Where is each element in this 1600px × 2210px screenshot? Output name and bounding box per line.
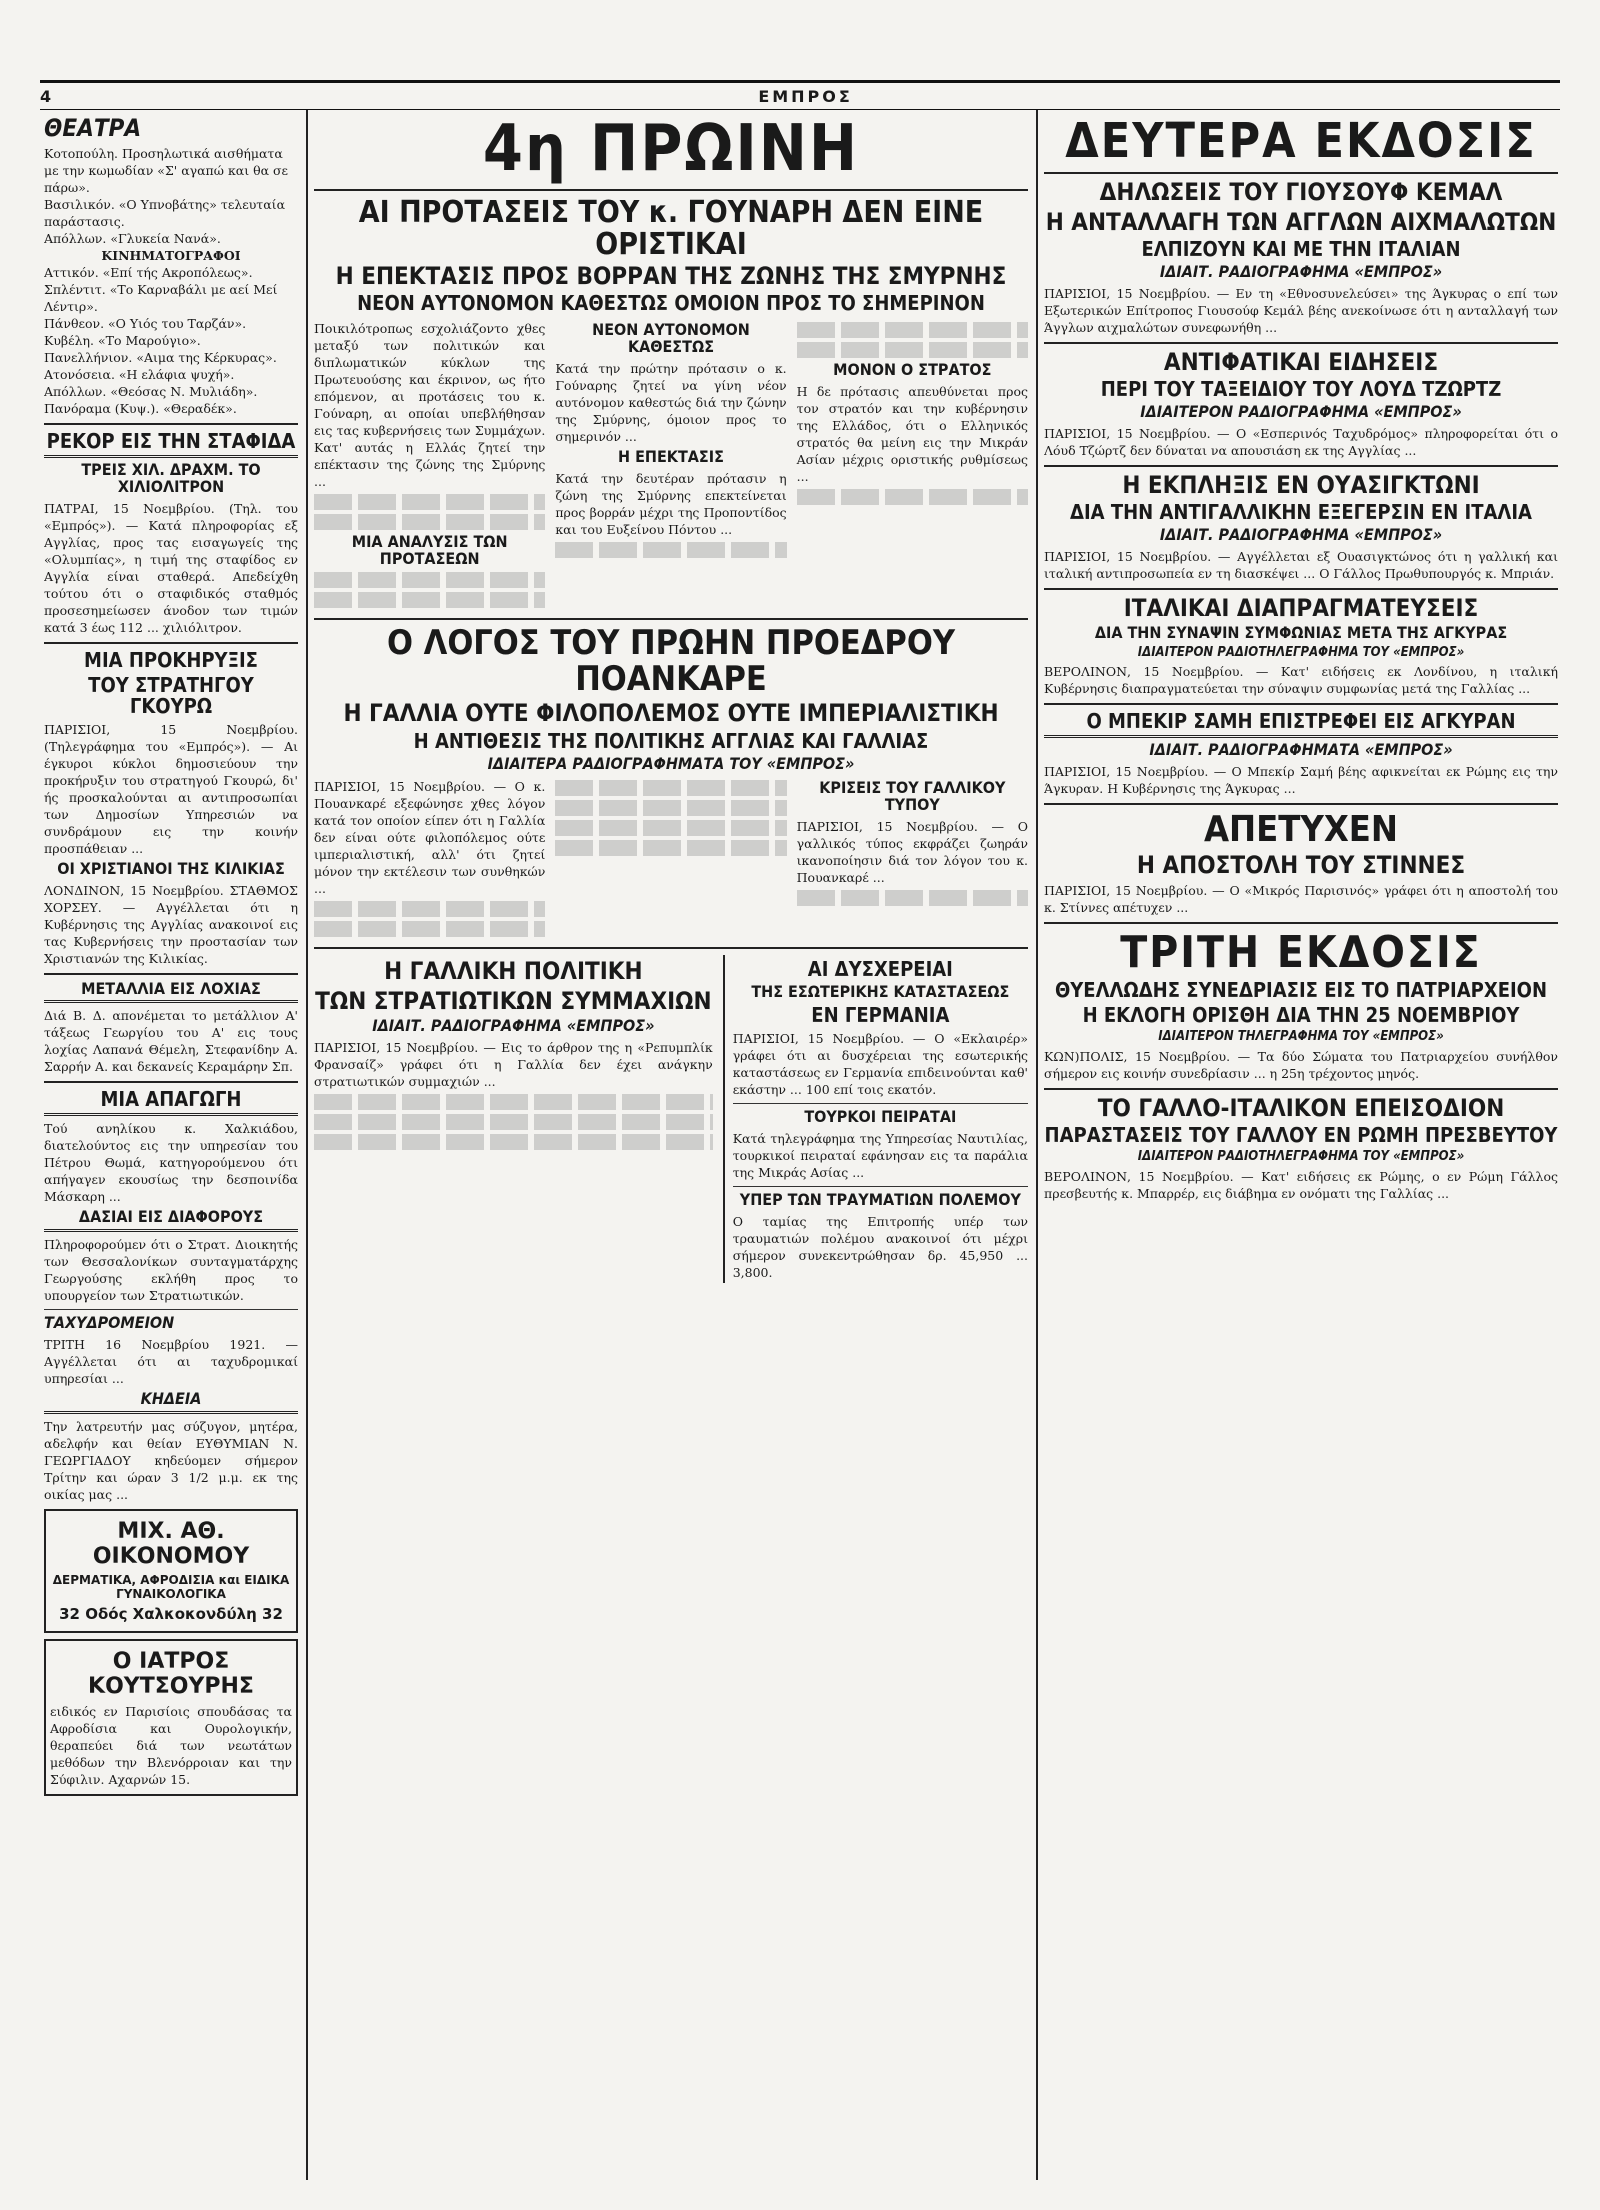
subheadline: Η ΓΑΛΛΙΑ ΟΥΤΕ ΦΙΛΟΠΟΛΕΜΟΣ ΟΥΤΕ ΙΜΠΕΡΙΑΛΙΣΤΙΚΗ xyxy=(343,699,999,728)
headline: Η ΕΚΠΛΗΞΙΣ ΕΝ ΟΥΑΣΙΓΚΤΩΝΙ xyxy=(1122,470,1480,499)
text-lines xyxy=(555,820,786,836)
text-lines xyxy=(314,494,545,510)
article-text: ΠΑΡΙΣΙΟΙ, 15 Νοεμβρίου. — Εις το άρθρον της η «Ρεπυμπλίκ Φρανσαίζ» γράφει ότι η Γαλλία δεν έχει ανάγκην στρατιωτικών συμμαχιών ... xyxy=(314,1039,713,1089)
headline: Ο ΛΟΓΟΣ ΤΟΥ ΠΡΩΗΝ ΠΡΟΕΔΡΟΥ ΠΟΑΝΚΑΡΕ xyxy=(387,622,955,699)
article-text: ΠΑΡΙΣΙΟΙ, 15 Νοεμβρίου. — Εν τη «Εθνοσυνελεύσει» της Άγκυρας ο επί των Εξωτερικών Επίτροπος Γιουσούφ Κεμάλ βέης ανεκοίνωσε ότι η ανταλλαγή των Άγγλων αιχμαλώτων συνεφωνήθη ... xyxy=(1044,285,1558,335)
theatres-title: ΘΕΑΤΡΑ xyxy=(44,114,142,142)
subheadline: ΠΕΡΙ ΤΟΥ ΤΑΞΕΙΔΙΟΥ ΤΟΥ ΛΟΥΔ ΤΖΩΡΤΖ xyxy=(1100,376,1502,401)
section-title: ΔΕΥΤΕΡΑ ΕΚΔΟΣΙΣ xyxy=(1065,113,1537,169)
divider xyxy=(1044,922,1558,924)
page-number: 4 xyxy=(40,86,52,106)
lead-subheadline: ΝΕΟΝ ΑΥΤΟΝΟΜΟΝ ΚΑΘΕΣΤΩΣ ΟΜΟΙΟΝ ΠΡΟΣ ΤΟ ΣΗΜΕΡΙΝΟΝ xyxy=(357,291,985,316)
article-text: ΠΑΡΙΣΙΟΙ, 15 Νοεμβρίου. — Ο «Εσπερινός Ταχυδρόμος» πληροφορείται ότι ο Λόυδ Τζώρτζ δεν δύναται να απουσιάση εκ της Αγγλίας ... xyxy=(1044,425,1558,458)
ad-title: ΜΙΧ. ΑΘ. ΟΙΚΟΝΟΜΟΥ xyxy=(92,1518,250,1569)
article-text: Ο ταμίας της Επιτροπής υπέρ των τραυματιών πολέμου ανακοινοί ότι μέχρι σήμερον συνεκεντρώθησαν δρ. 45,950 ... 3,800. xyxy=(732,1213,1028,1280)
subheadline: ΤΗΣ ΕΣΩΤΕΡΙΚΗΣ ΚΑΤΑΣΤΑΣΕΩΣ xyxy=(751,982,1010,1002)
divider xyxy=(733,1103,1028,1104)
source-line: ΙΔΙΑΙΤ. ΡΑΔΙΟΓΡΑΦΗΜΑΤΑ «ΕΜΠΡΟΣ» xyxy=(1149,740,1453,760)
headline: ΔΑΣΙΑΙ ΕΙΣ ΔΙΑΦΟΡΟΥΣ xyxy=(44,1209,298,1232)
headline: ΙΤΑΛΙΚΑΙ ΔΙΑΠΡΑΓΜΑΤΕΥΣΕΙΣ xyxy=(1123,593,1479,622)
source-line: ΙΔΙΑΙΤΕΡΟΝ ΡΑΔΙΟΓΡΑΦΗΜΑ «ΕΜΠΡΟΣ» xyxy=(1140,401,1462,421)
headline: ΟΙ ΧΡΙΣΤΙΑΝΟΙ ΤΗΣ ΚΙΛΙΚΙΑΣ xyxy=(57,858,285,878)
divider xyxy=(44,423,298,425)
divider xyxy=(44,1081,298,1083)
source-line: ΙΔΙΑΙΤ. ΡΑΔΙΟΓΡΑΦΗΜΑ «ΕΜΠΡΟΣ» xyxy=(1159,261,1443,281)
text-lines xyxy=(797,489,1028,505)
left-column xyxy=(44,112,298,1802)
headline: ΤΟΥΡΚΟΙ ΠΕΙΡΑΤΑΙ xyxy=(804,1107,957,1127)
theatres-list xyxy=(44,145,298,417)
article-subhead: ΜΙΑ ΑΝΑΛΥΣΙΣ ΤΩΝ ΠΡΟΤΑΣΕΩΝ xyxy=(351,532,508,569)
article-text: Διά Β. Δ. απονέμεται το μετάλλιον Α' τάξεως Γεωργίου του Α' εις τους λοχίας Λαπανά Θέμελη, Στεφανίδην Α. Σαρρήν Α. και δεκανείς Κεραμάρην Σπ. xyxy=(44,1008,298,1075)
text-lines xyxy=(555,780,786,796)
article-text: ΠΑΡΙΣΙΟΙ, 15 Νοεμβρίου. — Ο κ. Πουανκαρέ εξεφώνησε χθες λόγον κατά τον οποίον είπεν ότι η Γαλλία δεν είναι ούτε φιλοπόλεμος ούτε ιμπεριαλιστική, αλλ' ότι ζητεί μόνον την εκτέλεσιν των συνθηκών ... xyxy=(314,779,546,897)
lead-subheadline: Η ΕΠΕΚΤΑΣΙΣ ΠΡΟΣ ΒΟΡΡΑΝ ΤΗΣ ΖΩΝΗΣ ΤΗΣ ΣΜΥΡΝΗΣ xyxy=(335,262,1007,291)
article-text: Κατά τηλεγράφημα της Υπηρεσίας Ναυτιλίας, τουρκικοί πειραταί εφάνησαν εις τα παράλια της Μικράς Ασίας ... xyxy=(732,1130,1028,1180)
list-item: Πανελλήνιον. «Αιμα της Κέρκυρας». xyxy=(44,350,277,366)
article-text: ΒΕΡΟΛΙΝΟΝ, 15 Νοεμβρίου. — Κατ' ειδήσεις εκ Ρώμης, ο εν Ρώμη Γάλλος πρεσβευτής κ. Μπαρρέρ, εις διάβημα εν ονόματι της Γαλλίας ... xyxy=(1044,1168,1558,1201)
headline: ΡΕΚΟΡ ΕΙΣ ΤΗΝ ΣΤΑΦΙΔΑ xyxy=(44,431,298,458)
text-lines xyxy=(314,1094,713,1110)
source-line: ΙΔΙΑΙΤ. ΡΑΔΙΟΓΡΑΦΗΜΑ «ΕΜΠΡΟΣ» xyxy=(1159,524,1443,544)
lead-headline: ΑΙ ΠΡΟΤΑΣΕΙΣ ΤΟΥ κ. ΓΟΥΝΑΡΗ ΔΕΝ ΕΙΝΕ ΟΡΙΣΤΙΚΑΙ xyxy=(358,195,984,262)
right-column xyxy=(1044,112,1558,1204)
source-line: ΙΔΙΑΙΤΕΡΟΝ ΤΗΛΕΓΡΑΦΗΜΑ ΤΟΥ «ΕΜΠΡΟΣ» xyxy=(1158,1029,1444,1045)
text-lines xyxy=(797,322,1028,338)
divider xyxy=(44,1309,298,1310)
subheadline: Η ΑΝΤΙΘΕΣΙΣ ΤΗΣ ΠΟΛΙΤΙΚΗΣ ΑΓΓΛΙΑΣ ΚΑΙ ΓΑΛΛΙΑΣ xyxy=(413,728,929,753)
subheadline: ΔΙΑ ΤΗΝ ΣΥΝΑΨΙΝ ΣΥΜΦΩΝΙΑΣ ΜΕΤΑ ΤΗΣ ΑΓΚΥΡΑΣ xyxy=(1094,622,1508,642)
text-lines xyxy=(314,514,545,530)
divider xyxy=(314,618,1028,620)
text-lines xyxy=(314,1134,713,1150)
article-text: ΛΟΝΔΙΝΟΝ, 15 Νοεμβρίου. ΣΤΑΘΜΟΣ ΧΟΡΣΕΥ. — Αγγέλλεται ότι η Κυβέρνησις της Αγγλίας ανακοινοί εις τας Κυβερνήσεις την προστασίαν των Χριστιανών της Κιλικίας. xyxy=(44,882,298,966)
subheadline: Η ΕΚΛΟΓΗ ΟΡΙΣΘΗ ΔΙΑ ΤΗΝ 25 ΝΟΕΜΒΡΙΟΥ xyxy=(1082,1003,1520,1028)
article-text: Πληροφορούμεν ότι ο Στρατ. Διοικητής των Θεσσαλονίκων συνταγματάρχης Γεωργούσης εκλήθη προς το υπουργείον των Στρατιωτικών. xyxy=(44,1237,298,1304)
divider xyxy=(1044,588,1558,590)
headline: ΑΙ ΔΥΣΧΕΡΕΙΑΙ xyxy=(807,957,953,982)
source-line: ΙΔΙΑΙΤ. ΡΑΔΙΟΓΡΑΦΗΜΑ «ΕΜΠΡΟΣ» xyxy=(372,1015,655,1035)
list-item: Αττικόν. «Επί τής Ακροπόλεως». xyxy=(44,265,253,281)
text-lines xyxy=(314,901,545,917)
article-text: Ποικιλότροπως εσχολιάζοντο χθες μεταξύ των πολιτικών και διπλωματικών κύκλων της Πρωτευούσης και έκρινον, ως ήτο επόμενον, αι προτάσεις του κ. Γούναρη, αι οποίαι υπεβλήθησαν εις τας κυβερνήσεις των Συμμάχων. Κατ' αυτάς η Ελλάς ζητεί την επέκτασιν της ζώνης της Σμύρνης ... xyxy=(314,321,546,490)
text-lines xyxy=(555,542,786,558)
subheadline: ΕΛΠΙΖΟΥΝ ΚΑΙ ΜΕ ΤΗΝ ΙΤΑΛΙΑΝ xyxy=(1141,236,1461,261)
text-lines xyxy=(314,921,545,937)
text-lines xyxy=(314,1114,713,1130)
article-subhead: ΜΟΝΟΝ Ο ΣΤΡΑΤΟΣ xyxy=(833,360,992,380)
divider xyxy=(1044,342,1558,344)
article-subhead: ΝΕΟΝ ΑΥΤΟΝΟΜΟΝ ΚΑΘΕΣΤΩΣ xyxy=(592,320,750,357)
masthead xyxy=(40,80,1560,110)
list-item: Ατονόσεια. «Η ελάφια ψυχή». xyxy=(44,367,235,383)
divider xyxy=(314,189,1028,191)
ad-text: ΔΕΡΜΑΤΙΚΑ, ΑΦΡΟΔΙΣΙΑ και ΕΙΔΙΚΑ ΓΥΝΑΙΚΟΛΟΓΙΚΑ xyxy=(52,1572,290,1601)
column-rule xyxy=(1036,110,1038,2180)
subheadline: ΤΡΕΙΣ ΧΙΛ. ΔΡΑΧΜ. ΤΟ ΧΙΛΙΟΛΙΤΡΟΝ xyxy=(81,460,261,496)
headline: ΜΙΑ ΠΡΟΚΗΡΥΞΙΣ xyxy=(84,647,258,672)
source-line: ΙΔΙΑΙΤΕΡΟΝ ΡΑΔΙΟΤΗΛΕΓΡΑΦΗΜΑ ΤΟΥ «ΕΜΠΡΟΣ» xyxy=(1137,644,1465,660)
article-text: Κατά την πρώτην πρότασιν ο κ. Γούναρης ζητεί να γίνη νέον αυτόνομον καθεστώς διά την ζώνην της Σμύρνης, όμοιον προς το σημερινόν ... xyxy=(555,360,787,444)
paper-name: ΕΜΠΡΟΣ xyxy=(758,86,853,106)
divider xyxy=(44,973,298,975)
bottom-articles xyxy=(314,955,1028,1282)
headline: Ο ΜΠΕΚΙΡ ΣΑΜΗ ΕΠΙΣΤΡΕΦΕΙ ΕΙΣ ΑΓΚΥΡΑΝ xyxy=(1044,711,1558,738)
article-text: Η δε πρότασις απευθύνεται προς τον στρατόν και την κυβέρνησιν της Ελλάδος, ότι ο Ελληνικός στρατός θα μείνη εις την Μικράν Ασίαν μέχρις οριστικής ρυθμίσεως ... xyxy=(796,384,1028,485)
subheadline: ΤΩΝ ΣΤΡΑΤΙΩΤΙΚΩΝ ΣΥΜΜΑΧΙΩΝ xyxy=(315,986,712,1015)
list-item: Απόλλων. «Θεόσας Ν. Μυλιάδη». xyxy=(44,384,258,400)
list-item: Πανόραμα (Κυψ.). «Θεραδέκ». xyxy=(44,401,237,417)
list-item: Πάνθεον. «Ο Υιός του Ταρζάν». xyxy=(44,316,247,332)
article-text: ΚΩΝ)ΠΟΛΙΣ, 15 Νοεμβρίου. — Τα δύο Σώματα του Πατριαρχείου συνήλθον σήμερον εις κοινήν συνεδρίασιν ... η 25η τρέχοντος μηνός. xyxy=(1044,1048,1558,1081)
article-text: ΠΑΡΙΣΙΟΙ, 15 Νοεμβρίου. — Ο «Μικρός Παρισινός» γράφει ότι η αποστολή του κ. Στίννες απέτυχεν ... xyxy=(1044,882,1558,915)
list-item: Βασιλικόν. «Ο Υπνοβάτης» τελευταία παράστασις. xyxy=(44,197,286,230)
ad-text: ειδικός εν Παρισίοις σπουδάσας τα Αφροδίσια και Ουρολογικήν, θεραπεύει διά των νεωτάτων μεθόδων την Βλενόρροιαν και την Σύφιλιν. Αχαρνών 15. xyxy=(50,1703,292,1787)
headline: ΤΟ ΓΑΛΛΟ-ΙΤΑΛΙΚΟΝ ΕΠΕΙΣΟΔΙΟΝ xyxy=(1097,1093,1505,1122)
article-text: ΠΑΤΡΑΙ, 15 Νοεμβρίου. (Τηλ. του «Εμπρός»). — Κατά πληροφορίας εξ Αγγλίας, προς τας εισαγωγείς της «Ολυμπίας», η τιμή της σταφίδος εν Αγγλία είναι σταθερά. Απεδείχθη τούτου ότι ο σταφιδικός σταθμός προσεσημείωσεν άνοδον των τιμών κατά 3 έως 112 ... χιλιόλιτρον. xyxy=(44,500,298,635)
article-text: ΠΑΡΙΣΙΟΙ, 15 Νοεμβρίου. — Ο Μπεκίρ Σαμή βέης αφικνείται εκ Ρώμης εις την Άγκυραν. Η Κυβέρνησις της Άγκυρας ... xyxy=(1044,763,1558,796)
list-item: ΚΙΝΗΜΑΤΟΓΡΑΦΟΙ xyxy=(101,248,241,264)
text-lines xyxy=(555,840,786,856)
ad-title: Ο ΙΑΤΡΟΣ ΚΟΥΤΣΟΥΡΗΣ xyxy=(88,1648,254,1699)
advertisement xyxy=(44,1509,298,1633)
headline: ΜΕΤΑΛΛΙΑ ΕΙΣ ΛΟΧΙΑΣ xyxy=(44,981,298,1004)
article-text: ΠΑΡΙΣΙΟΙ, 15 Νοεμβρίου. (Τηλεγράφημα του «Εμπρός»). — Αι έγκυροι κύκλοι δημοσιεύουν την προκήρυξιν του στρατηγού Γκουρώ, δι' ής προσκαλούνται αι αντιπροσωπίαι των Δημοσίων Υπηρεσιών να συνδράμουν εις την κοινήν προσπάθειαν ... xyxy=(44,721,298,856)
section-title: 4η ΠΡΩΙΝΗ xyxy=(482,112,860,186)
article-text: Την λατρευτήν μας σύζυγον, μητέρα, αδελφήν και θείαν ΕΥΘΥΜΙΑΝ Ν. ΓΕΩΡΓΙΑΔΟΥ κηδεύομεν σήμερον Τρίτην και ώραν 3 1/2 μ.μ. εκ της οικίας μας ... xyxy=(44,1418,298,1502)
article-text: ΠΑΡΙΣΙΟΙ, 15 Νοεμβρίου. — Ο «Εκλαιρέρ» γράφει ότι αι δυσχέρειαι της εσωτερικής καταστάσεως εν Γερμανία επιδεινούνται καθ' εκάστην ... 100 επί τοις εκατόν. xyxy=(732,1031,1028,1098)
section-title: ΤΡΙΤΗ ΕΚΔΟΣΙΣ xyxy=(1120,926,1482,978)
source-line: ΙΔΙΑΙΤΕΡΑ ΡΑΔΙΟΓΡΑΦΗΜΑΤΑ ΤΟΥ «ΕΜΠΡΟΣ» xyxy=(487,753,855,773)
divider xyxy=(44,642,298,644)
article xyxy=(314,776,1028,941)
article-text: ΠΑΡΙΣΙΟΙ, 15 Νοεμβρίου. — Ο γαλλικός τύπος εκφράζει ζωηράν ικανοποίησιν διά τον λόγον του κ. Πουανκαρέ ... xyxy=(796,818,1028,885)
divider xyxy=(1044,172,1558,174)
divider xyxy=(1044,465,1558,467)
headline: ΔΗΛΩΣΕΙΣ ΤΟΥ ΓΙΟΥΣΟΥΦ ΚΕΜΑΛ xyxy=(1099,178,1503,207)
subheadline: ΤΟΥ ΣΤΡΑΤΗΓΟΥ ΓΚΟΥΡΩ xyxy=(88,672,254,718)
headline: ΑΝΤΙΦΑΤΙΚΑΙ ΕΙΔΗΣΕΙΣ xyxy=(1163,347,1439,376)
list-item: Σπλέντιτ. «Το Καρναβάλι με αεί Μεί Λέντιρ». xyxy=(44,282,278,315)
article-text: ΤΡΙΤΗ 16 Νοεμβρίου 1921. — Αγγέλλεται ότι αι ταχυδρομικαί υπηρεσίαι ... xyxy=(44,1336,298,1386)
lead-article xyxy=(314,318,1028,612)
headline: ΑΠΕΤΥΧΕΝ xyxy=(1203,808,1399,850)
article-text: ΠΑΡΙΣΙΟΙ, 15 Νοεμβρίου. — Αγγέλλεται εξ Ουασιγκτώνος ότι η γαλλική και ιταλική αντιπροσωπεία εν τη διασκέψει ... Ο Γάλλος Πρωθυπουργός κ. Μπριάν. xyxy=(1044,548,1558,581)
advertisement xyxy=(44,1639,298,1796)
text-lines xyxy=(314,592,545,608)
list-item: Κυβέλη. «Το Μαρούγιο». xyxy=(44,333,201,349)
article-text: Κατά την δευτέραν πρότασιν η ζώνη της Σμύρνης επεκτείνεται προς βορράν μέχρι της Προποντίδος και του Ευξείνου Πόντου ... xyxy=(555,470,787,537)
text-lines xyxy=(555,800,786,816)
article-text: ΒΕΡΟΛΙΝΟΝ, 15 Νοεμβρίου. — Κατ' ειδήσεις εκ Λονδίνου, η ιταλική Κυβέρνησις διαπραγματεύεται την σύναψιν συμφωνίας μετά της Γαλλίας ... xyxy=(1044,664,1558,697)
headline: Η ΓΑΛΛΙΚΗ ΠΟΛΙΤΙΚΗ xyxy=(384,957,643,986)
list-item: Απόλλων. «Γλυκεία Νανά». xyxy=(44,231,221,247)
headline: ΚΗΔΕΙΑ xyxy=(44,1391,298,1414)
subheadline: Η ΑΠΟΣΤΟΛΗ ΤΟΥ ΣΤΙΝΝΕΣ xyxy=(1136,850,1466,879)
article-subhead: Η ΕΠΕΚΤΑΣΙΣ xyxy=(618,446,724,466)
source-line: ΙΔΙΑΙΤΕΡΟΝ ΡΑΔΙΟΤΗΛΕΓΡΑΦΗΜΑ ΤΟΥ «ΕΜΠΡΟΣ» xyxy=(1137,1148,1465,1164)
divider xyxy=(1044,703,1558,705)
column-rule xyxy=(306,110,308,2180)
subheadline: ΔΙΑ ΤΗΝ ΑΝΤΙΓΑΛΛΙΚΗΝ ΕΞΕΓΕΡΣΙΝ ΕΝ ΙΤΑΛΙΑ xyxy=(1070,499,1532,524)
subheadline: ΠΑΡΑΣΤΑΣΕΙΣ ΤΟΥ ΓΑΛΛΟΥ ΕΝ ΡΩΜΗ ΠΡΕΣΒΕΥΤΟΥ xyxy=(1044,1122,1558,1147)
article-text: Τού ανηλίκου κ. Χαλκιάδου, διατελούντος εις την υπηρεσίαν του Πέτρου Θωμά, κατηγορούμενου ότι απήγαγεν εκουσίως την δεσποινίδα Μάσκαρη ... xyxy=(44,1121,298,1205)
headline: ΜΙΑ ΑΠΑΓΩΓΗ xyxy=(44,1089,298,1116)
subheadline: ΕΝ ΓΕΡΜΑΝΙΑ xyxy=(811,1003,950,1028)
ad-address: 32 Οδός Χαλκοκονδύλη 32 xyxy=(59,1604,283,1623)
divider xyxy=(314,947,1028,949)
center-column xyxy=(314,112,1028,1283)
headline: ΤΑΧΥΔΡΟΜΕΙΟΝ xyxy=(44,1313,175,1333)
headline: ΥΠΕΡ ΤΩΝ ΤΡΑΥΜΑΤΙΩΝ ΠΟΛΕΜΟΥ xyxy=(739,1189,1021,1209)
list-item: Κοτοπούλη. Προσηλωτικά αισθήματα με την κωμωδίαν «Σ' αγαπώ και θα σε πάρω». xyxy=(44,146,289,196)
text-lines xyxy=(314,572,545,588)
text-lines xyxy=(797,342,1028,358)
divider xyxy=(733,1186,1028,1187)
subheadline: Η ΑΝΤΑΛΛΑΓΗ ΤΩΝ ΑΓΓΛΩΝ ΑΙΧΜΑΛΩΤΩΝ xyxy=(1045,207,1557,236)
article-subhead: ΚΡΙΣΕΙΣ ΤΟΥ ΓΑΛΛΙΚΟΥ ΤΥΠΟΥ xyxy=(819,778,1006,815)
divider xyxy=(1044,803,1558,805)
divider xyxy=(1044,1088,1558,1090)
headline: ΘΥΕΛΛΩΔΗΣ ΣΥΝΕΔΡΙΑΣΙΣ ΕΙΣ ΤΟ ΠΑΤΡΙΑΡΧΕΙΟΝ xyxy=(1054,978,1548,1003)
text-lines xyxy=(797,890,1028,906)
